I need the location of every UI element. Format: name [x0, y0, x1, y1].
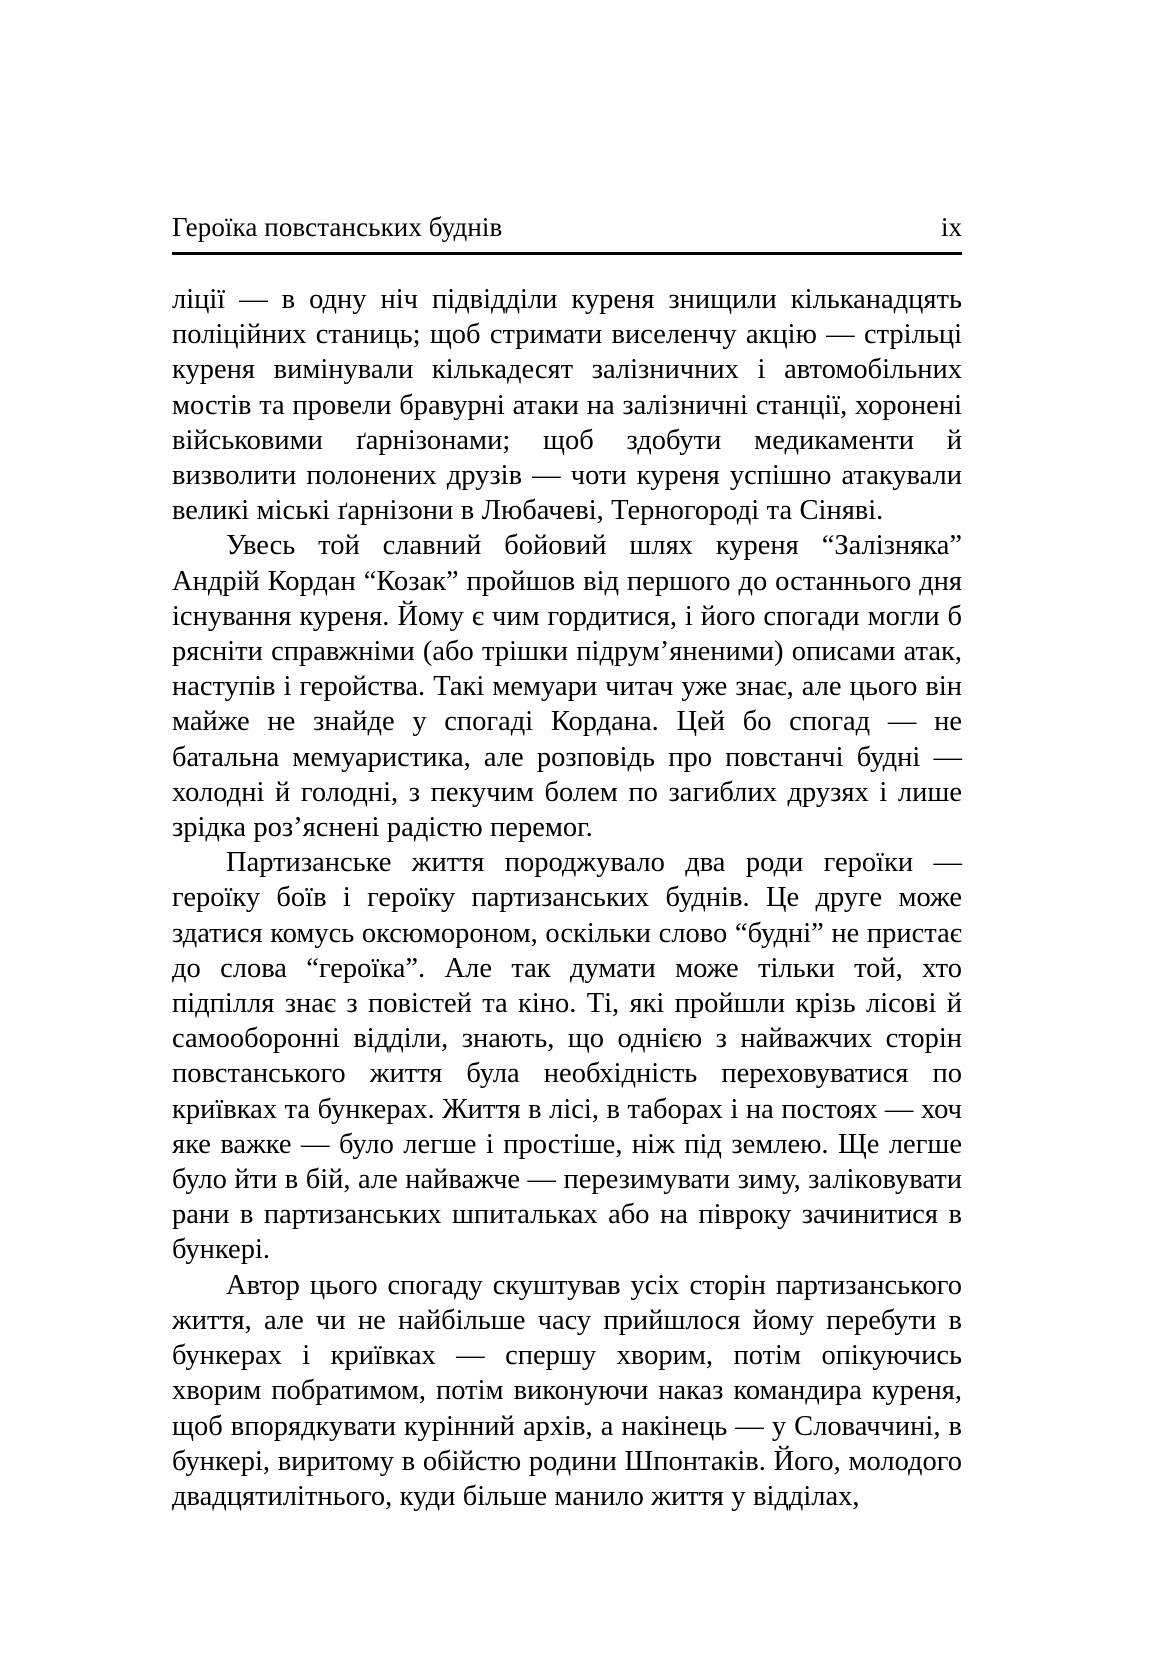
paragraph-3: Партизанське життя породжувало два роди героїки — героїку боїв і героїку партизанських буднів. Це друге може здатися комусь оксюмороном, оскільки слово “будні” не пристає до слова “героїка”. Але так думати може тільки той, хто підпілля знає з повістей та кіно. Ті, які пройшли крізь лісові й самооборонні відділи, знають, що однією з найважчих сторін повстанського життя була необхідність переховуватися по криївках та бункерах. Життя в лісі, в таборах і на постоях — хоч яке важке — було легше і простіше, ніж під землею. Ще легше було йти в бій, але найважче — перезимувати зиму, залікoвувати рани в партизанських шпитальках або на півроку зачинитися в бункері. — [172, 847, 962, 1266]
paragraph-2: Увесь той славний бойовий шлях куреня “Залізняка” Андрій Кордан “Козак” пройшов від першого до останнього дня існування куреня. Йому є чим гордитися, і його спогади могли б рясніти справжніми (або трішки підрум’яненими) описами атак, наступів і геройства. Такі мемуари читач уже знає, але цього він майже не знайде у спогаді Кордана. Цей бо спогад — не батальна мемуаристика, але розповідь про повстанчі будні — холодні й голодні, з пекучим болем по загиблих друзях і лише зрідка роз’яснені радістю перемог. — [172, 530, 962, 844]
paragraph-4: Автор цього спогаду скуштував усіх сторін партизанського життя, але чи не найбільше часу прийшлося йому перебути в бункерах і криївках — спершу хворим, потім опікуючись хворим побратимом, потім виконуючи наказ командира куреня, щоб впорядкувати курінний архів, а накінець — у Словаччині, в бункері, виритому в обійстю родини Шпонтаків. Його, молодого двадцятилітнього, куди більше манило життя у відділах, — [172, 1269, 962, 1512]
running-head-title: Героїка повстанських буднів — [172, 212, 503, 242]
running-header — [172, 212, 962, 243]
header-rule-divider — [172, 252, 962, 255]
page-number: ix — [940, 212, 962, 242]
body-text-block — [172, 282, 962, 1514]
paragraph-continuation: ліції — в одну ніч підвідділи куреня знищили кільканадцять поліційних станиць; щоб стримати виселенчу акцію — стрільці куреня вимінували кількадесят залізничних і автомобільних мостів та провели бравурні атаки на залізничні станції, хоронені військовими ґарнізонами; щоб здобути медикаменти й визволити полонених друзів — чоти куреня успішно атакували великі міські ґарнізони в Любачеві, Терногороді та Сіняві. — [172, 284, 962, 527]
